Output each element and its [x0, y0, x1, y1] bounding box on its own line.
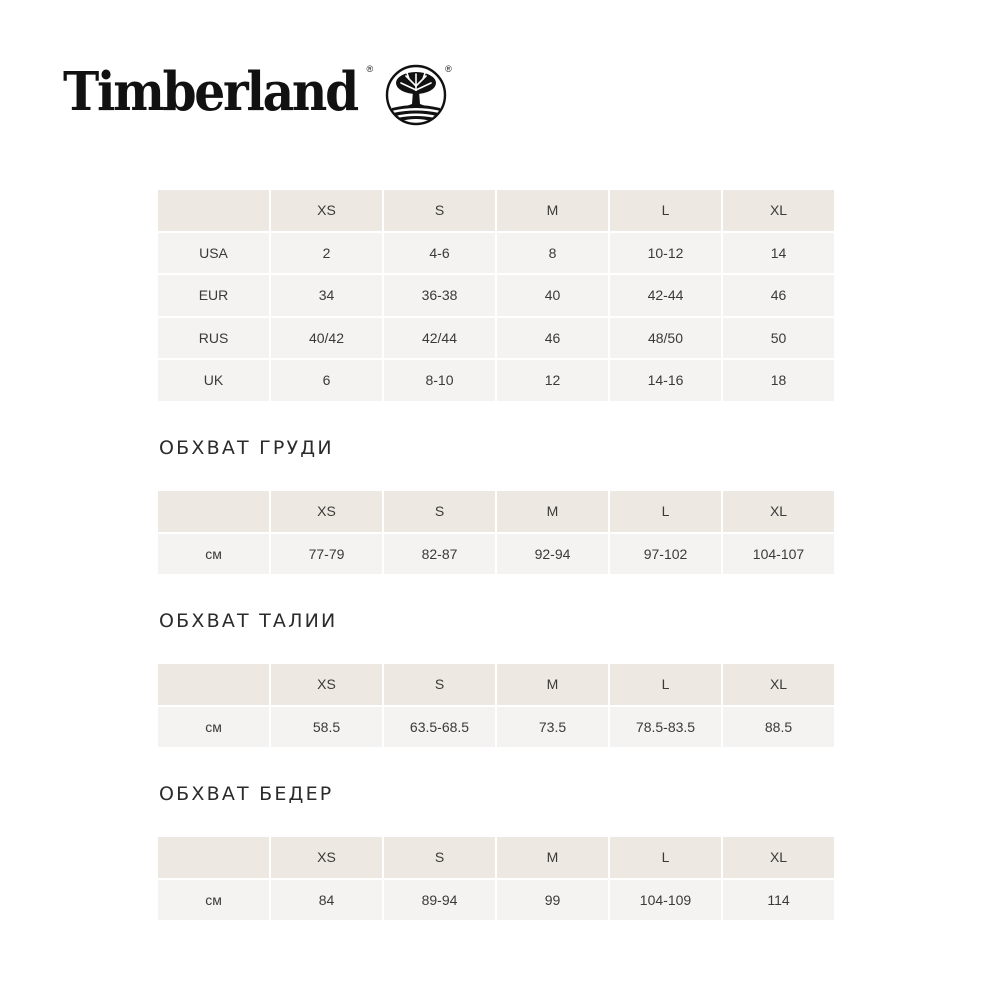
table-cell: 92-94 — [497, 534, 608, 575]
table-cell: 82-87 — [384, 534, 495, 575]
table-cell: 40 — [497, 275, 608, 316]
hips-section-title: ОБХВАТ БЕДЕР — [159, 783, 334, 805]
table-cell: 78.5-83.5 — [610, 707, 721, 748]
unit-label: см — [158, 534, 269, 575]
registered-mark: ® — [366, 64, 374, 74]
table-row — [158, 318, 834, 359]
size-header-s: S — [384, 664, 495, 705]
table-header-row — [158, 837, 834, 878]
table-cell: 2 — [271, 233, 382, 274]
size-header-xl: XL — [723, 837, 834, 878]
table-cell: 42/44 — [384, 318, 495, 359]
hips-size-table — [156, 835, 836, 922]
unit-label: см — [158, 707, 269, 748]
size-header-l: L — [610, 837, 721, 878]
size-header-m: M — [497, 664, 608, 705]
corner-cell — [158, 491, 269, 532]
table-cell: 40/42 — [271, 318, 382, 359]
table-cell: 18 — [723, 360, 834, 401]
corner-cell — [158, 664, 269, 705]
table-row — [158, 233, 834, 274]
table-cell: 14 — [723, 233, 834, 274]
table-row — [158, 275, 834, 316]
size-header-xl: XL — [723, 491, 834, 532]
tree-icon — [385, 64, 452, 126]
size-header-xs: XS — [271, 837, 382, 878]
size-header-l: L — [610, 190, 721, 231]
size-header-xs: XS — [271, 190, 382, 231]
row-label: RUS — [158, 318, 269, 359]
table-cell: 46 — [723, 275, 834, 316]
size-header-m: M — [497, 837, 608, 878]
size-header-xs: XS — [271, 491, 382, 532]
registered-mark: ® — [445, 64, 452, 74]
table-header-row — [158, 190, 834, 231]
table-cell: 73.5 — [497, 707, 608, 748]
size-header-l: L — [610, 664, 721, 705]
size-header-xs: XS — [271, 664, 382, 705]
table-cell: 12 — [497, 360, 608, 401]
table-row — [158, 534, 834, 575]
row-label: USA — [158, 233, 269, 274]
corner-cell — [158, 837, 269, 878]
chest-size-table — [156, 489, 836, 576]
table-cell: 6 — [271, 360, 382, 401]
size-header-l: L — [610, 491, 721, 532]
waist-size-table — [156, 662, 836, 749]
table-cell: 14-16 — [610, 360, 721, 401]
size-header-m: M — [497, 190, 608, 231]
chest-section-title: ОБХВАТ ГРУДИ — [159, 437, 334, 459]
table-cell: 84 — [271, 880, 382, 921]
size-conversion-table — [156, 188, 836, 403]
table-cell: 114 — [723, 880, 834, 921]
timberland-logo — [63, 60, 452, 130]
table-header-row — [158, 664, 834, 705]
table-cell: 8-10 — [384, 360, 495, 401]
size-header-s: S — [384, 190, 495, 231]
table-cell: 42-44 — [610, 275, 721, 316]
table-cell: 4-6 — [384, 233, 495, 274]
table-row — [158, 707, 834, 748]
table-row — [158, 360, 834, 401]
table-cell: 99 — [497, 880, 608, 921]
table-cell: 58.5 — [271, 707, 382, 748]
row-label: EUR — [158, 275, 269, 316]
size-header-s: S — [384, 491, 495, 532]
row-label: UK — [158, 360, 269, 401]
table-cell: 104-107 — [723, 534, 834, 575]
table-cell: 34 — [271, 275, 382, 316]
brand-wordmark: Timberland — [63, 61, 357, 123]
corner-cell — [158, 190, 269, 231]
table-cell: 88.5 — [723, 707, 834, 748]
table-cell: 48/50 — [610, 318, 721, 359]
size-header-m: M — [497, 491, 608, 532]
table-cell: 89-94 — [384, 880, 495, 921]
table-cell: 77-79 — [271, 534, 382, 575]
table-header-row — [158, 491, 834, 532]
size-header-xl: XL — [723, 190, 834, 231]
size-header-xl: XL — [723, 664, 834, 705]
size-header-s: S — [384, 837, 495, 878]
table-cell: 46 — [497, 318, 608, 359]
table-row — [158, 880, 834, 921]
table-cell: 36-38 — [384, 275, 495, 316]
table-cell: 10-12 — [610, 233, 721, 274]
table-cell: 63.5-68.5 — [384, 707, 495, 748]
table-cell: 8 — [497, 233, 608, 274]
table-cell: 104-109 — [610, 880, 721, 921]
waist-section-title: ОБХВАТ ТАЛИИ — [159, 610, 338, 632]
table-cell: 97-102 — [610, 534, 721, 575]
unit-label: см — [158, 880, 269, 921]
table-cell: 50 — [723, 318, 834, 359]
